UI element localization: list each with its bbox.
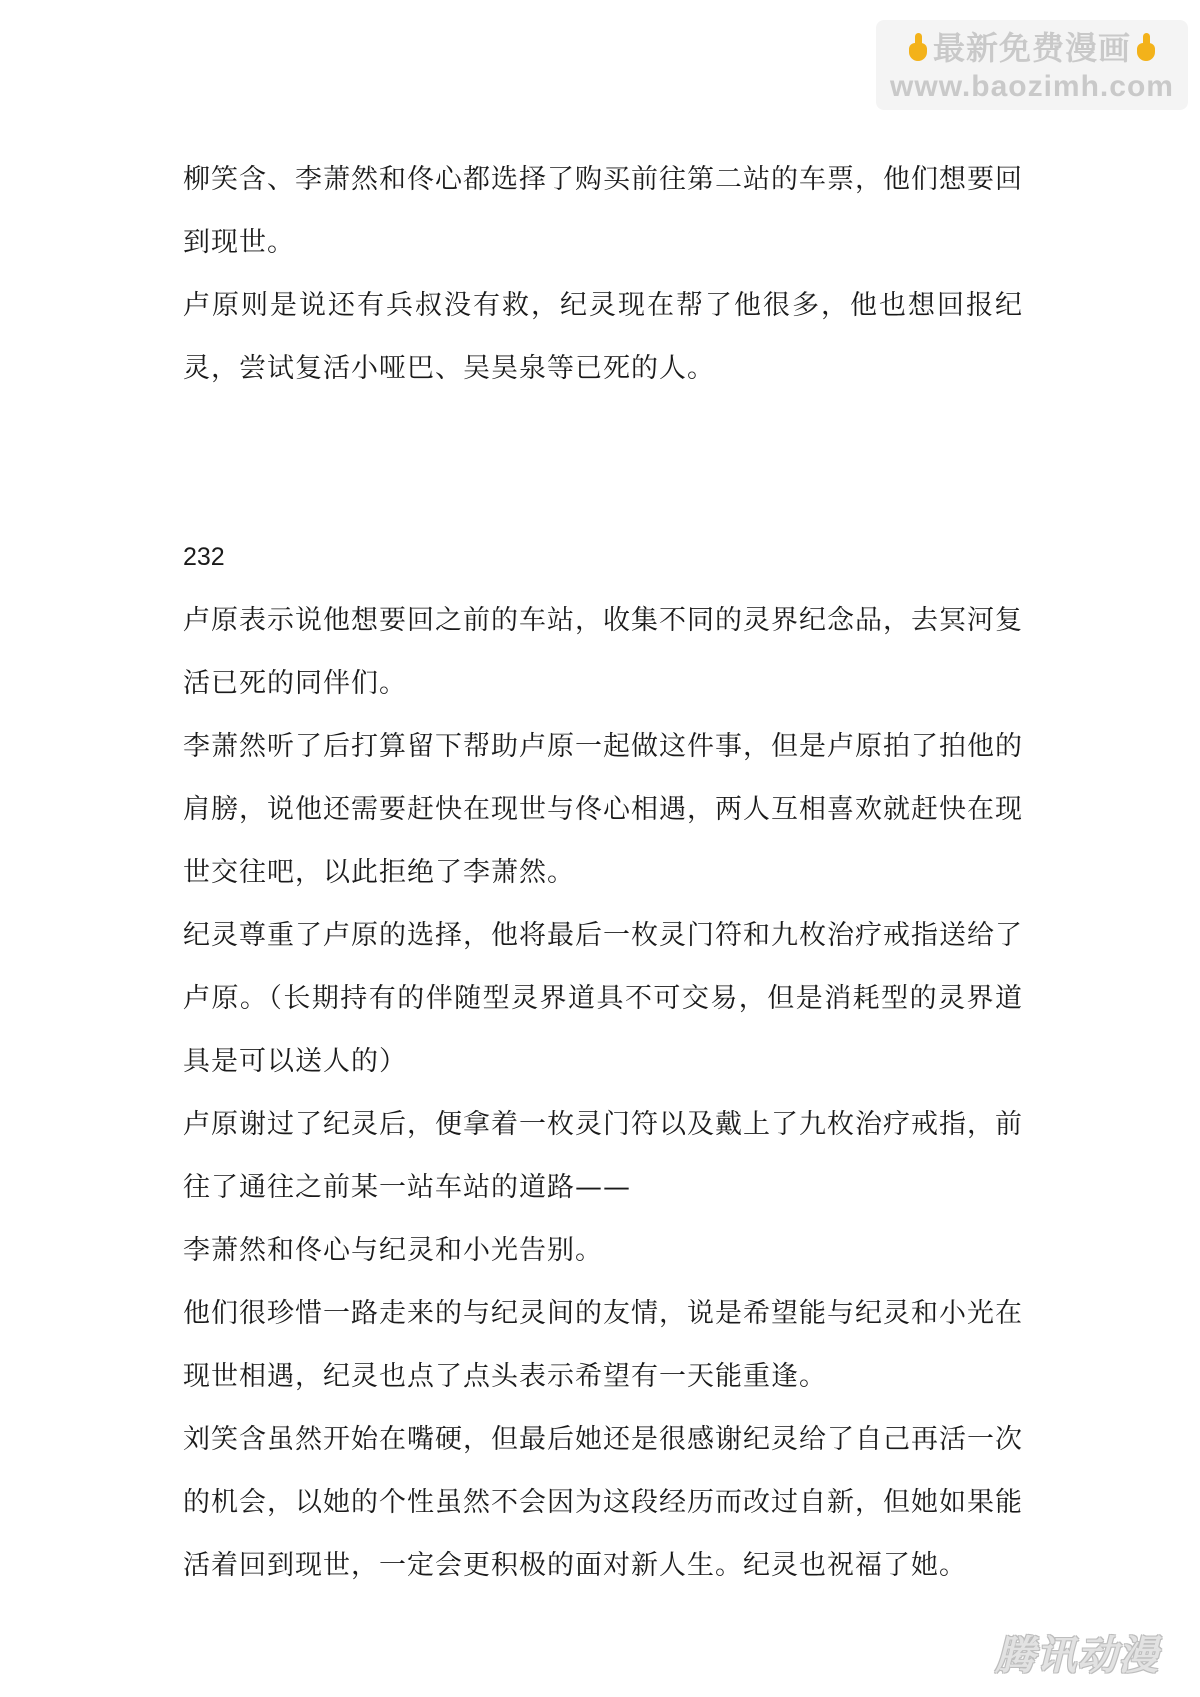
paragraph: 卢原谢过了纪灵后，便拿着一枚灵门符以及戴上了九枚治疗戒指，前往了通往之前某一站车站的道路—— [183, 1109, 1023, 1203]
pointing-down-hand-icon [907, 33, 929, 63]
paragraph: 他们很珍惜一路走来的与纪灵间的友情，说是希望能与纪灵和小光在现世相遇，纪灵也点了点头表示希望有一天能重逢。 [183, 1298, 1023, 1392]
paragraph: 刘笑含虽然开始在嘴硬，但最后她还是很感谢纪灵给了自己再活一次的机会，以她的个性虽然不会因为这段经历而改过自新，但她如果能活着回到现世，一定会更积极的面对新人生。纪灵也祝福了她。 [183, 1424, 1023, 1581]
watermark-title: 最新免费漫画 [932, 29, 1131, 67]
paragraph: 纪灵尊重了卢原的选择，他将最后一枚灵门符和九枚治疗戒指送给了卢原。（长期持有的伴随型灵界道具不可交易，但是消耗型的灵界道具是可以送人的） [183, 920, 1023, 1077]
paragraph: 李萧然听了后打算留下帮助卢原一起做这件事，但是卢原拍了拍他的肩膀，说他还需要赶快在现世与佟心相遇，两人互相喜欢就赶快在现世交往吧，以此拒绝了李萧然。 [183, 731, 1023, 888]
paragraph: 李萧然和佟心与纪灵和小光告别。 [183, 1235, 603, 1266]
watermark-title-line [876, 28, 1188, 68]
section-spacer [183, 400, 1023, 526]
paragraph: 卢原则是说还有兵叔没有救，纪灵现在帮了他很多，他也想回报纪灵，尝试复活小哑巴、吴昊泉等已死的人。 [183, 290, 1023, 384]
watermark-url: www.baozimh.com [890, 70, 1174, 103]
document-body [183, 148, 1023, 1597]
watermark-bottom-logo: 腾讯动漫 [995, 1633, 1159, 1679]
paragraph: 柳笑含、李萧然和佟心都选择了购买前往第二站的车票，他们想要回到现世。 [183, 164, 1023, 258]
paragraph: 卢原表示说他想要回之前的车站，收集不同的灵界纪念品，去冥河复活已死的同伴们。 [183, 605, 1023, 699]
pointing-down-hand-icon [1135, 33, 1157, 63]
watermark-top [876, 20, 1188, 110]
section-number: 232 [183, 543, 225, 571]
